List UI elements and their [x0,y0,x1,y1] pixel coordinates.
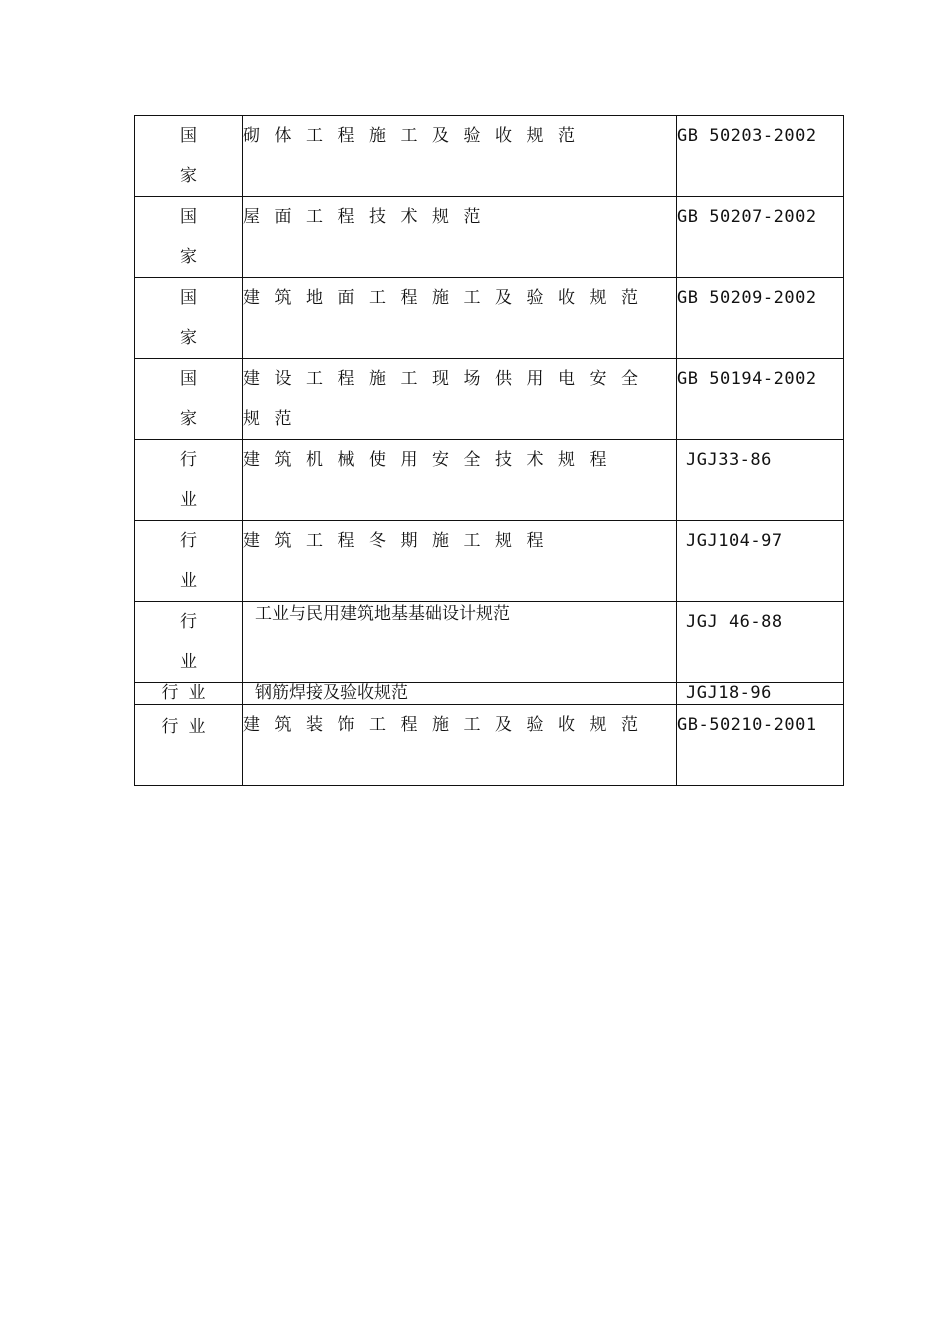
level-char: 家 [180,409,197,429]
table-row [135,359,844,440]
standards-table [134,115,844,786]
standard-code: JGJ 46-88 [677,602,844,683]
level-cell [135,197,243,278]
standard-name: 工业与民用建筑地基基础设计规范 [243,602,677,683]
standard-code: GB 50203-2002 [677,116,844,197]
standard-code: JGJ33-86 [677,440,844,521]
level-cell [135,359,243,440]
standard-name: 建设工程施工现场供用电安全规范 [243,359,677,440]
standard-name: 钢筋焊接及验收规范 [243,683,677,705]
standard-name: 建筑机械使用安全技术规程 [243,440,677,521]
standard-code: GB 50207-2002 [677,197,844,278]
standard-code: JGJ18-96 [677,683,844,705]
level-char: 行 [180,450,197,470]
standard-code: GB 50209-2002 [677,278,844,359]
standard-name: 建筑工程冬期施工规程 [243,521,677,602]
level-char: 国 [180,207,197,227]
level-cell [135,602,243,683]
level-cell [135,521,243,602]
standard-code: GB-50210-2001 [677,705,844,786]
standard-name: 屋面工程技术规范 [243,197,677,278]
level-cell [135,440,243,521]
table-row [135,602,844,683]
table-row [135,440,844,521]
table-row [135,116,844,197]
level-char: 家 [180,328,197,348]
level-char: 国 [180,126,197,146]
standard-code: GB 50194-2002 [677,359,844,440]
level-char: 家 [180,166,197,186]
level-cell: 行业 [135,705,243,786]
level-char: 业 [180,490,197,510]
level-char: 行 [180,612,197,632]
level-char: 家 [180,247,197,267]
standard-code: JGJ104-97 [677,521,844,602]
level-cell [135,116,243,197]
table-row [135,683,844,705]
table-row [135,521,844,602]
level-char: 国 [180,369,197,389]
level-char: 业 [180,571,197,591]
table-row [135,278,844,359]
table-row [135,197,844,278]
table-row [135,705,844,786]
level-char: 行 [180,531,197,551]
standard-name: 建筑地面工程施工及验收规范 [243,278,677,359]
standard-name: 建筑装饰工程施工及验收规范 [243,705,677,786]
level-cell [135,278,243,359]
standard-name: 砌体工程施工及验收规范 [243,116,677,197]
level-char: 国 [180,288,197,308]
level-cell: 行业 [135,683,243,705]
level-char: 业 [180,652,197,672]
